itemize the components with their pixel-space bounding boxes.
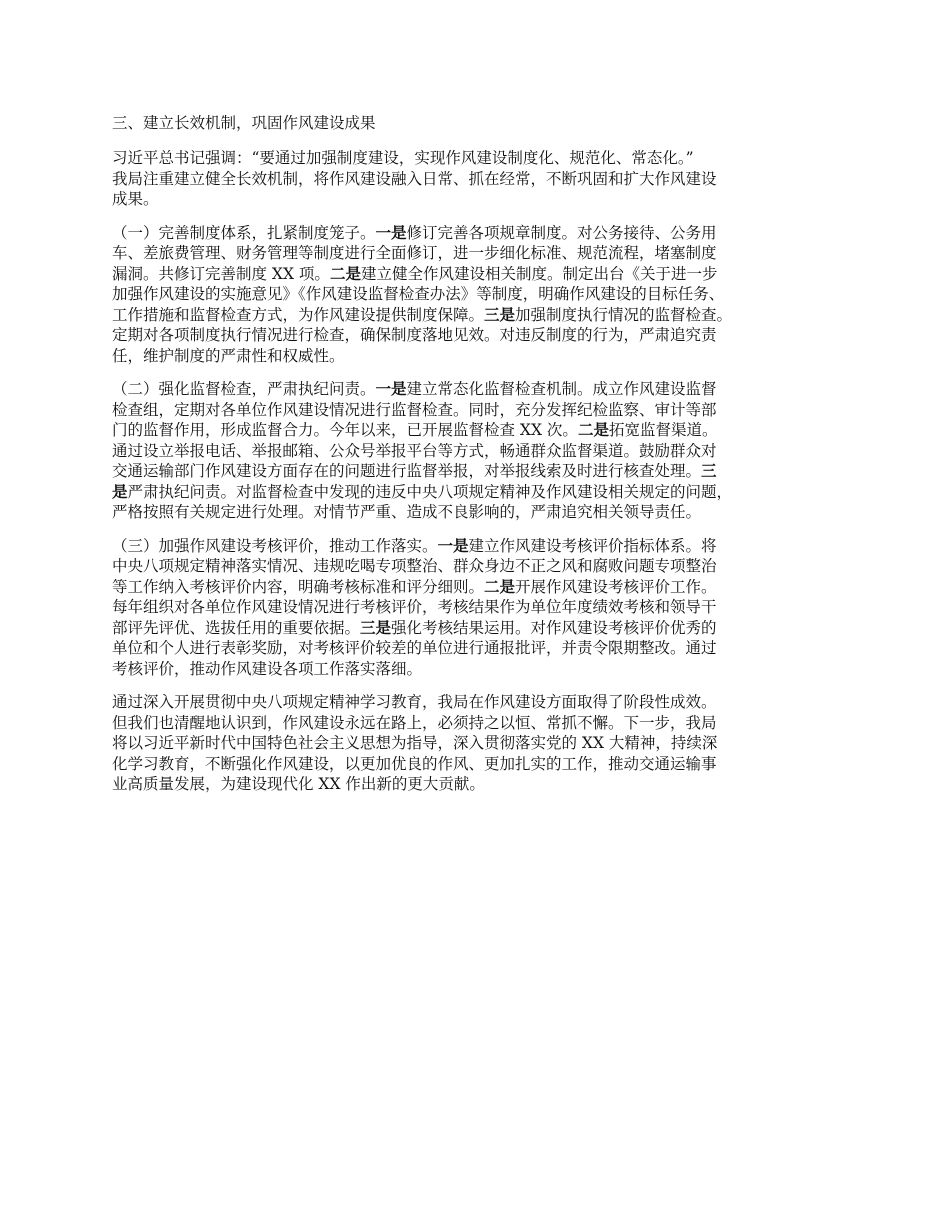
text-line: 成果。 [112, 190, 159, 208]
text-span: 建立常态化监督检查机制。成立作风建设监督 [406, 380, 717, 398]
text-span: 开展作风建设考核评价工作。 [515, 577, 717, 596]
paragraph-supervision [112, 379, 852, 523]
text-span: 等工作纳入考核评价内容，明确考核标准和评分细则。 [112, 577, 485, 596]
text-line: 检查组，定期对各单位作风建设情况进行监督检查。同时，充分发挥纪检监察、审计等部 [112, 400, 717, 419]
text-line [112, 223, 852, 244]
ordinal-marker: 三是 [360, 617, 392, 637]
text-line: 习近平总书记强调：“要通过加强制度建设，实现作风建设制度化、规范化、常态化。” [112, 149, 694, 167]
text-line: 单位和个人进行表彰奖励，对考核评价较差的单位进行通报批评，并责令限期整改。通过 [112, 639, 717, 657]
text-line: 中央八项规定精神落实情况、违规吃喝专项整治、群众身边不正之风和腐败问题专项整治 [112, 557, 717, 575]
subsection-title: （一）完善制度体系，扎紧制度笼子。 [112, 223, 376, 242]
text-span: 门的监督作用，形成监督合力。今年以来，已开展监督检查 XX 次。 [112, 421, 578, 439]
text-line: 但我们也清醒地认识到，作风建设永远在路上，必须持之以恒、常抓不懈。下一步，我局 [112, 713, 717, 732]
paragraph-assessment [112, 536, 852, 680]
text-line: 加强作风建设的实施意见》《作风建设监督检查办法》等制度，明确作风建设的目标任务、 [112, 285, 725, 303]
text-line [112, 577, 852, 598]
text-line: 业高质量发展，为建设现代化 XX 作出新的更大贡献。 [112, 775, 485, 793]
section-heading: 三、建立长效机制，巩固作风建设成果 [112, 114, 376, 132]
text-line [112, 264, 852, 285]
text-line: 任，维护制度的严肃性和权威性。 [112, 346, 345, 365]
text-line: 我局注重建立健全长效机制，将作风建设融入日常、抓在经常，不断巩固和扩大作风建设 [112, 169, 717, 188]
text-span: 建立健全作风建设相关制度。制定出台《关于进一步 [360, 264, 718, 283]
ordinal-marker: 是 [112, 481, 128, 501]
text-line: 通过设立举报电话、举报邮箱、公众号举报平台等方式，畅通群众监督渠道。鼓励群众对 [112, 441, 717, 460]
ordinal-marker: 一是 [375, 379, 407, 398]
text-span: 强化考核结果运用。对作风建设考核评价优秀的 [391, 618, 717, 637]
text-line [112, 420, 852, 441]
ordinal-marker: 一是 [437, 535, 469, 555]
subsection-title: （二）强化监督检查，严肃执纪问责。 [112, 380, 376, 398]
text-line: 每年组织对各单位作风建设情况进行考核评价，考核结果作为单位年度绩效考核和领导干 [112, 598, 717, 616]
subsection-title: （三）加强作风建设考核评价，推动工作落实。 [112, 536, 438, 555]
ordinal-marker: 三 [701, 461, 717, 480]
text-line [112, 461, 852, 482]
text-span: 修订完善各项规章制度。对公务接待、公务用 [406, 223, 717, 242]
text-span: 工作措施和监督检查方式，为作风建设提供制度保障。 [112, 305, 485, 324]
text-line [112, 305, 852, 326]
text-span: 拓宽监督渠道。 [608, 421, 718, 439]
text-line [112, 618, 852, 639]
text-line: 车、差旅费管理、财务管理等制度进行全面修订，进一步细化标准、规范流程，堵塞制度 [112, 244, 717, 262]
document-page [112, 113, 852, 808]
text-line: 严格按照有关规定进行处理。对情节严重、造成不良影响的，严肃追究相关领导责任。 [112, 503, 702, 521]
text-span: 交通运输部门作风建设方面存在的问题进行监督举报，对举报线索及时进行核查处理。 [112, 462, 702, 480]
ordinal-marker: 二是 [577, 420, 609, 439]
paragraph-conclusion [112, 692, 852, 795]
paragraph-institution-system [112, 223, 852, 367]
text-span: 加强制度执行情况的监督检查。 [515, 305, 733, 324]
text-line [112, 536, 852, 557]
ordinal-marker: 二是 [484, 576, 516, 596]
text-line: 考核评价，推动作风建设各项工作落实落细。 [112, 659, 423, 678]
text-span: 建立作风建设考核评价指标体系。将 [468, 536, 717, 555]
text-span: 严肃执纪问责。对监督检查中发现的违反中央八项规定精神及作风建设相关规定的问题， [127, 482, 733, 501]
ordinal-marker: 二是 [329, 263, 361, 283]
text-line: 将以习近平新时代中国特色社会主义思想为指导，深入贯彻落实党的 XX 大精神，持续深 [112, 734, 718, 752]
paragraph-intro [112, 148, 852, 210]
text-line: 通过深入开展贯彻中央八项规定精神学习教育，我局在作风建设方面取得了阶段性成效。 [112, 693, 717, 711]
text-span: 部评先评优、选拔任用的重要依据。 [112, 618, 361, 637]
ordinal-marker: 一是 [375, 222, 407, 242]
text-line: 化学习教育，不断强化作风建设，以更加优良的作风、更加扎实的工作，推动交通运输事 [112, 754, 717, 773]
text-line [112, 379, 852, 400]
text-line: 定期对各项制度执行情况进行检查，确保制度落地见效。对违反制度的行为，严肃追究责 [112, 326, 717, 344]
ordinal-marker: 三是 [484, 304, 516, 324]
text-span: 漏洞。共修订完善制度 XX 项。 [112, 264, 330, 283]
text-line [112, 482, 852, 503]
